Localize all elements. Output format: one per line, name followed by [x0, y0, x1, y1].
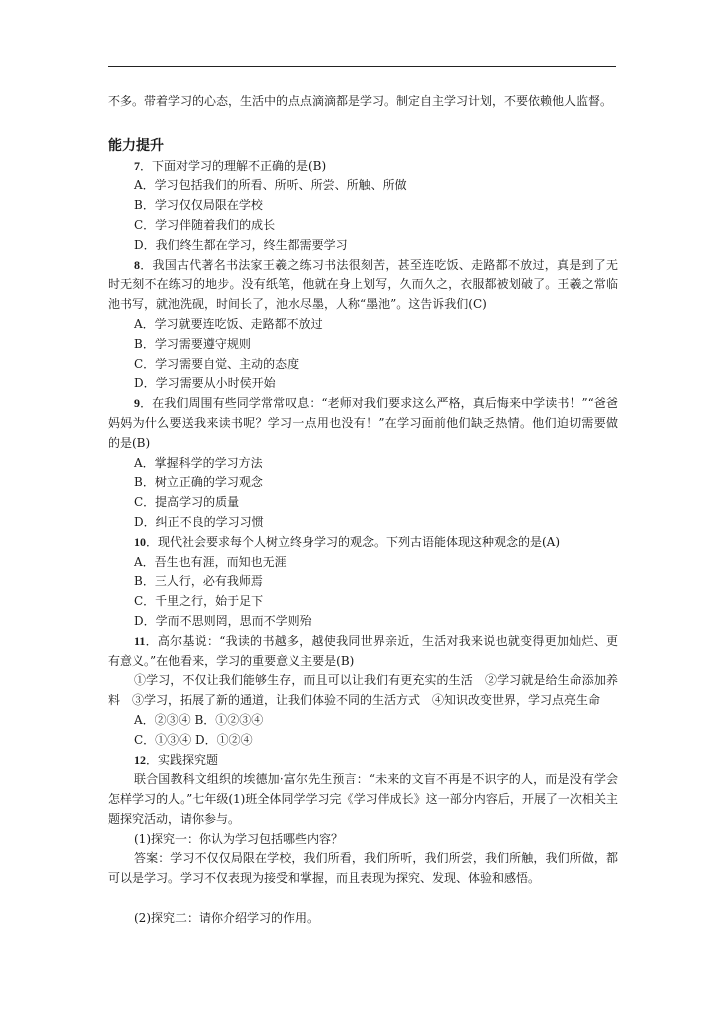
question-number: 11 [134, 633, 146, 648]
question-10-option-d: D．学而不思则罔，思而不学则殆 [134, 613, 312, 628]
question-9-option-b: B．树立正确的学习观念 [134, 475, 263, 490]
question-text: ．下面对学习的理解不正确的是(B) [140, 158, 327, 173]
question-text: ．高尔基说：“我读的书越多，越使我同世界亲近，生活对我来说也就变得更加灿烂、更有意义。”在他看来，学习的重要意义主要是(B) [108, 633, 618, 668]
question-11-stem [108, 632, 618, 672]
question-number: 9 [134, 396, 140, 411]
question-number: 8 [134, 257, 140, 272]
question-9-option-c: C．提高学习的质量 [134, 495, 240, 510]
intro-paragraph: 不多。带着学习的心态，生活中的点点滴滴都是学习。制定自主学习计划，不要依赖他人监督。 [108, 94, 613, 108]
question-7-option-b: B．学习仅仅局限在学校 [134, 198, 263, 213]
question-9-option-d: D．纠正不良的学习习惯 [134, 514, 264, 529]
question-text: ．我国古代著名书法家王羲之练习书法很刻苦，甚至连吃饭、走路都不放过，真是到了无时无刻不在练习的地步。没有纸笔，他就在身上划写，久而久之，衣服都被划破了。王羲之常临池书写，就池洗砚，时间长了，池水尽墨，人称“墨池”。这告诉我们(C) [108, 257, 618, 312]
question-number: 12 [134, 752, 146, 767]
question-12-explore-1: (1)探究一：你认为学习包括哪些内容？ [134, 831, 343, 846]
question-number: 7 [134, 158, 140, 173]
question-12-answer-1: 答案：学习不仅仅局限在学校，我们所看，我们所听，我们所尝，我们所触，我们所做，都可以是学习。学习不仅表现为接受和掌握，而且表现为探究、发现、体验和感悟。 [108, 851, 618, 886]
question-9-stem [108, 394, 618, 453]
question-8-stem [108, 256, 618, 315]
question-10-option-b: B．三人行，必有我师焉 [134, 574, 263, 589]
question-11-options-ab: A．②③④ B．①②③④ [134, 712, 264, 727]
question-11-options-cd: C．①③④ D．①②④ [134, 732, 253, 747]
page-content [108, 92, 618, 929]
blank-answer-space [108, 889, 618, 909]
question-text: ．实践探究题 [146, 752, 219, 767]
question-10-option-a: A．吾生也有涯，而知也无涯 [134, 554, 287, 569]
question-10-stem [108, 533, 618, 553]
question-12-material: 联合国教科文组织的埃德加·富尔先生预言：“未来的文盲不再是不识字的人，而是没有学会怎样学习的人。”七年级(1)班全体同学学习完《学习伴成长》这一部分内容后，开展了一次相关主题探究活动，请你参与。 [108, 772, 618, 826]
question-7-option-c: C．学习伴随着我们的成长 [134, 217, 276, 232]
question-10-option-c: C．千里之行，始于足下 [134, 594, 264, 609]
question-11-statements: ①学习，不仅让我们能够生存，而且可以让我们有更充实的生活 ②学习就是给生命添加养料 ③学习，拓展了新的通道，让我们体验不同的生活方式 ④知识改变世界，学习点亮生命 [108, 673, 618, 708]
question-8-option-a: A．学习就要连吃饭、走路都不放过 [134, 316, 323, 331]
question-text: ．现代社会要求每个人树立终身学习的观念。下列古语能体现这种观念的是(A) [146, 534, 561, 549]
question-7-stem [108, 157, 618, 177]
header-rule [108, 66, 616, 67]
question-number: 10 [134, 534, 146, 549]
question-text: ．在我们周围有些同学常常叹息：“老师对我们要求这么严格，真后悔来中学读书！”“爸爸妈妈为什么要送我来读书呢？学习一点用也没有！”在学习面前他们缺乏热情。他们迫切需要做的是(B) [108, 396, 618, 450]
question-9-option-a: A．掌握科学的学习方法 [134, 455, 263, 470]
question-12-explore-2: (2)探究二：请你介绍学习的作用。 [134, 910, 319, 925]
question-8-option-d: D．学习需要从小时侯开始 [134, 376, 276, 391]
question-7-option-a: A．学习包括我们的所看、所听、所尝、所触、所做 [134, 178, 407, 193]
question-8-option-b: B．学习需要遵守规则 [134, 336, 251, 351]
question-12-stem [108, 751, 618, 771]
question-7-option-d: D．我们终生都在学习，终生都需要学习 [134, 237, 348, 252]
question-8-option-c: C．学习需要自觉、主动的态度 [134, 356, 300, 371]
section-title: 能力提升 [108, 137, 164, 154]
